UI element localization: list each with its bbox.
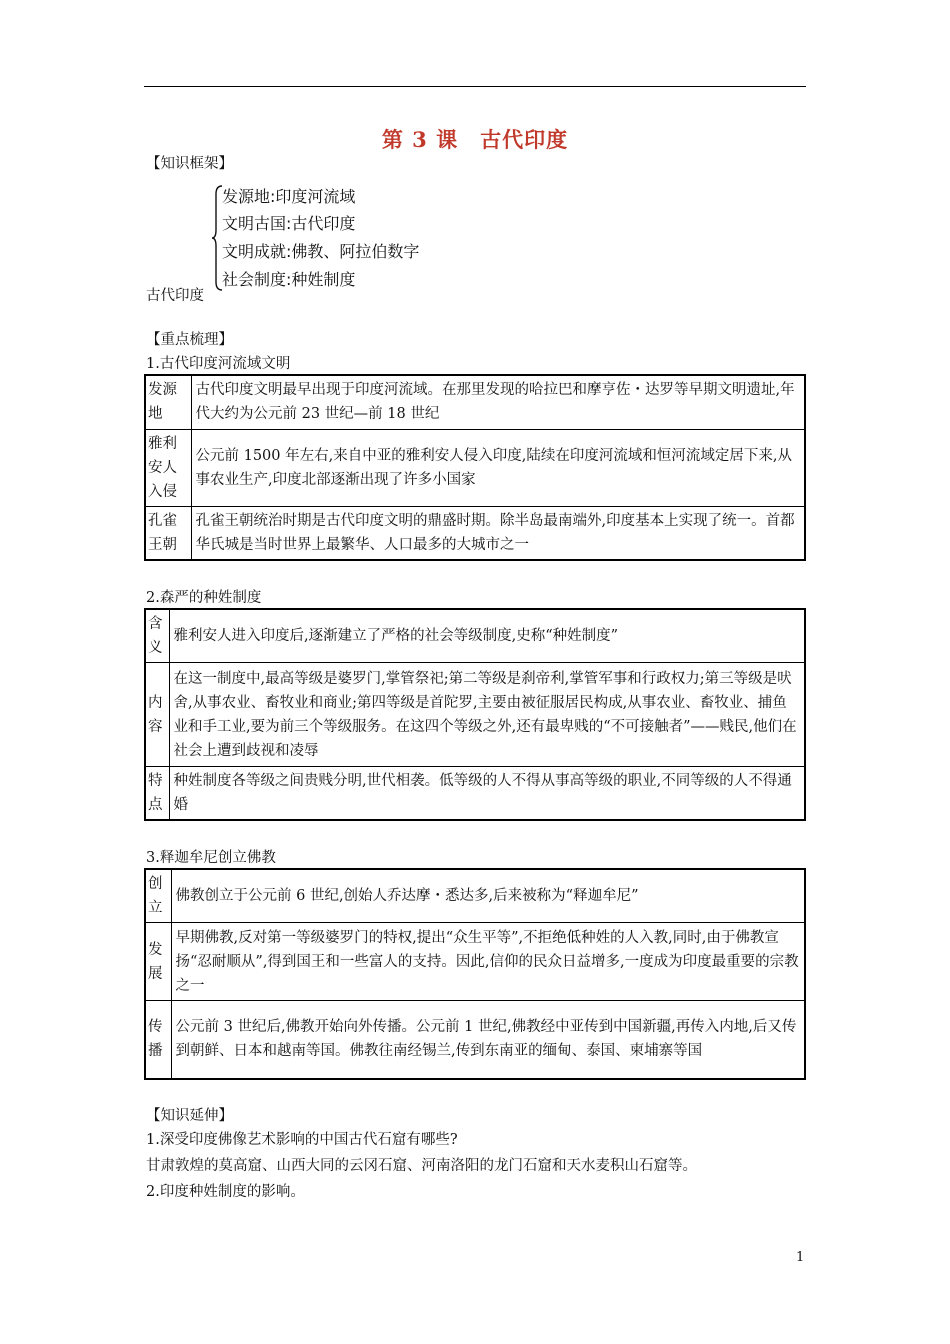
buddhism-table [144,868,806,1080]
row-label: 发展 [145,923,171,1001]
row-text: 早期佛教,反对第一等级婆罗门的特权,提出“众生平等”,不拒绝低种姓的人入教,同时,由于佛教宣扬“忍耐顺从”,得到国王和一些富人的支持。因此,信仰的民众日益增多,一度成为印度最重要的宗教之一 [171,923,805,1001]
indus-civilization-table [144,374,806,561]
row-text: 佛教创立于公元前 6 世纪,创始人乔达摩・悉达多,后来被称为“释迦牟尼” [171,869,805,923]
section1-title: 1.古代印度河流域文明 [146,356,291,372]
framework-item-social-system: 社会制度:种姓制度 [222,270,356,289]
table-row [145,506,805,560]
table-row [145,767,805,821]
table-row [145,429,805,506]
framework-item-origin: 发源地:印度河流域 [222,187,356,206]
framework-item-civilization: 文明古国:古代印度 [222,214,356,233]
table-row [145,1001,805,1079]
key-points-heading: 【重点梳理】 [146,332,233,348]
row-label: 雅利安人入侵 [145,429,191,506]
page-number: 1 [796,1250,805,1265]
table-row [145,609,805,663]
row-label: 孔雀王朝 [145,506,191,560]
extension-question-1: 1.深受印度佛像艺术影响的中国古代石窟有哪些? [146,1132,458,1148]
table-row [145,869,805,923]
row-label: 特点 [145,767,169,821]
page-title: 第 3 课 古代印度 [381,127,569,152]
framework-heading: 【知识框架】 [146,156,233,172]
header-rule [144,86,806,87]
table-row [145,663,805,767]
table-row [145,375,805,429]
row-label: 含义 [145,609,169,663]
row-text: 公元前 3 世纪后,佛教开始向外传播。公元前 1 世纪,佛教经中亚传到中国新疆,再传入内地,后又传到朝鲜、日本和越南等国。佛教往南经锡兰,传到东南亚的缅甸、泰国、柬埔寨等国 [171,1001,805,1079]
extension-heading: 【知识延伸】 [146,1108,233,1124]
row-label: 内容 [145,663,169,767]
row-text: 孔雀王朝统治时期是古代印度文明的鼎盛时期。除半岛最南端外,印度基本上实现了统一。首都华氏城是当时世界上最繁华、人口最多的大城市之一 [191,506,805,560]
row-label: 创立 [145,869,171,923]
row-text: 公元前 1500 年左右,来自中亚的雅利安人侵入印度,陆续在印度河流域和恒河流域定居下来,从事农业生产,印度北部逐渐出现了许多小国家 [191,429,805,506]
table-row [145,923,805,1001]
row-label: 传播 [145,1001,171,1079]
section3-title: 3.释迦牟尼创立佛教 [146,850,276,866]
caste-system-table [144,608,806,821]
framework-item-achievements: 文明成就:佛教、阿拉伯数字 [222,242,420,261]
row-text: 雅利安人进入印度后,逐渐建立了严格的社会等级制度,史称“种姓制度” [169,609,805,663]
extension-question-2: 2.印度种姓制度的影响。 [146,1184,305,1200]
row-label: 发源地 [145,375,191,429]
extension-answer-1: 甘肃敦煌的莫高窟、山西大同的云冈石窟、河南洛阳的龙门石窟和天水麦积山石窟等。 [146,1158,697,1174]
row-text: 种姓制度各等级之间贵贱分明,世代相袭。低等级的人不得从事高等级的职业,不同等级的人不得通婚 [169,767,805,821]
row-text: 古代印度文明最早出现于印度河流域。在那里发现的哈拉巴和摩亨佐・达罗等早期文明遗址,年代大约为公元前 23 世纪—前 18 世纪 [191,375,805,429]
section2-title: 2.森严的种姓制度 [146,590,262,606]
row-text: 在这一制度中,最高等级是婆罗门,掌管祭祀;第二等级是刹帝利,掌管军事和行政权力;第三等级是吠舍,从事农业、畜牧业和商业;第四等级是首陀罗,主要由被征服居民构成,从事农业、畜牧业、捕鱼业和手工业,要为前三个等级服务。在这四个等级之外,还有最卑贱的“不可接触者”——贱民,他们在社会上遭到歧视和凌辱 [169,663,805,767]
framework-root: 古代印度 [146,288,204,304]
